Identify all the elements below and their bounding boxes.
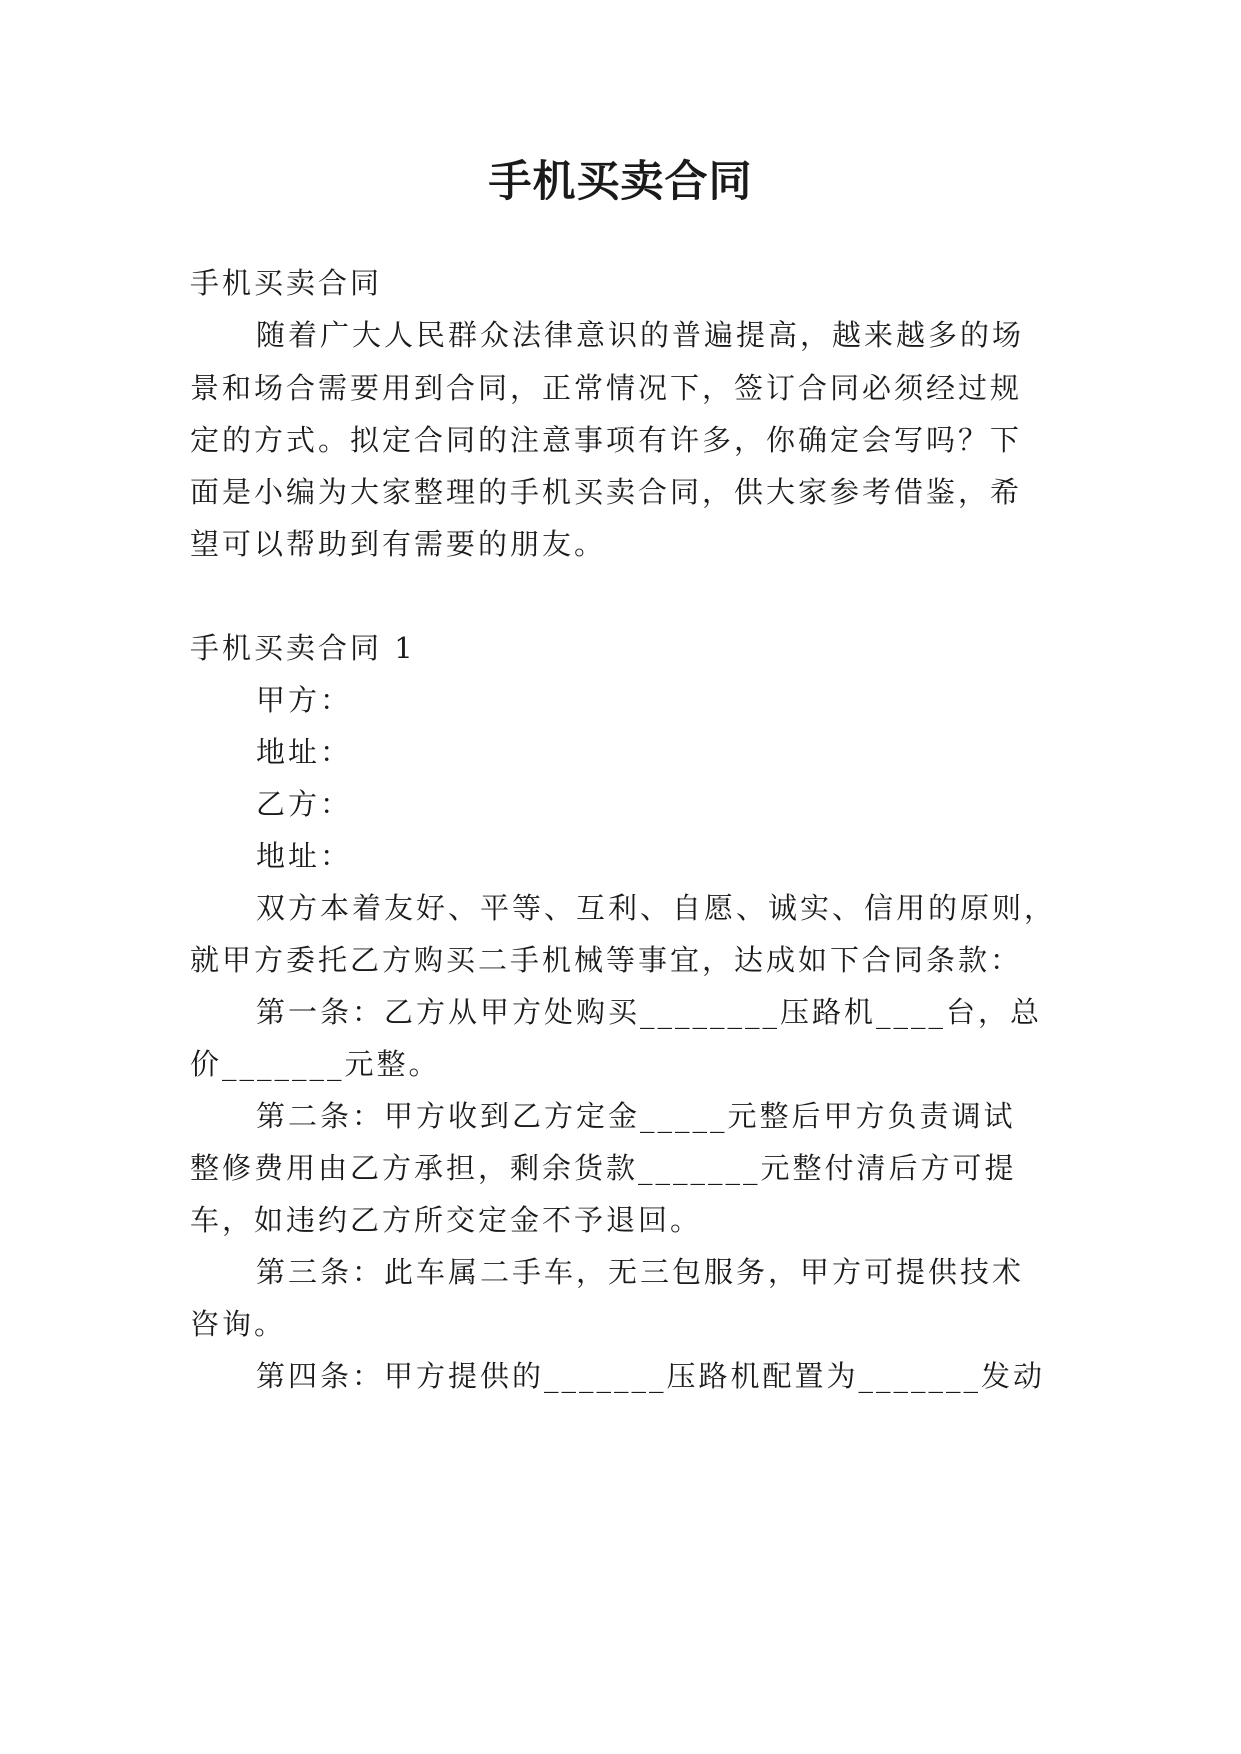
party-b-label: 乙方： [256,787,353,821]
intro-line-5: 望可以帮助到有需要的朋友。 [190,527,607,561]
article-2-line-3: 车，如违约乙方所交定金不予退回。 [190,1203,703,1237]
principle-line-2: 就甲方委托乙方购买二手机械等事宜，达成如下合同条款： [190,943,1023,977]
party-a-address-label: 地址： [256,735,353,769]
article-1-line-1: 第一条：乙方从甲方处购买________压路机____台，总 [256,995,1043,1029]
article-3-line-2: 咨询。 [190,1307,287,1341]
party-b-address-label: 地址： [256,839,353,873]
article-2-line-1: 第二条：甲方收到乙方定金_____元整后甲方负责调试 [256,1099,1016,1133]
intro-line-1: 随着广大人民群众法律意识的普遍提高，越来越多的场 [256,318,1025,352]
party-a-label: 甲方： [256,683,353,717]
intro-line-2: 景和场合需要用到合同，正常情况下，签订合同必须经过规 [190,371,1023,405]
article-1-line-2: 价_______元整。 [190,1047,441,1081]
section-heading: 手机买卖合同 1 [190,631,416,665]
principle-line-1: 双方本着友好、平等、互利、自愿、诚实、信用的原则， [256,891,1057,925]
document-subtitle: 手机买卖合同 [190,266,383,300]
intro-line-3: 定的方式。拟定合同的注意事项有许多，你确定会写吗？下 [190,423,1023,457]
article-3-line-1: 第三条：此车属二手车，无三包服务，甲方可提供技术 [256,1255,1025,1289]
document-title: 手机买卖合同 [488,157,753,207]
article-2-line-2: 整修费用由乙方承担，剩余货款_______元整付清后方可提 [190,1151,1017,1185]
intro-line-4: 面是小编为大家整理的手机买卖合同，供大家参考借鉴，希 [190,475,1023,509]
article-4-line-1: 第四条：甲方提供的_______压路机配置为_______发动 [256,1359,1046,1393]
